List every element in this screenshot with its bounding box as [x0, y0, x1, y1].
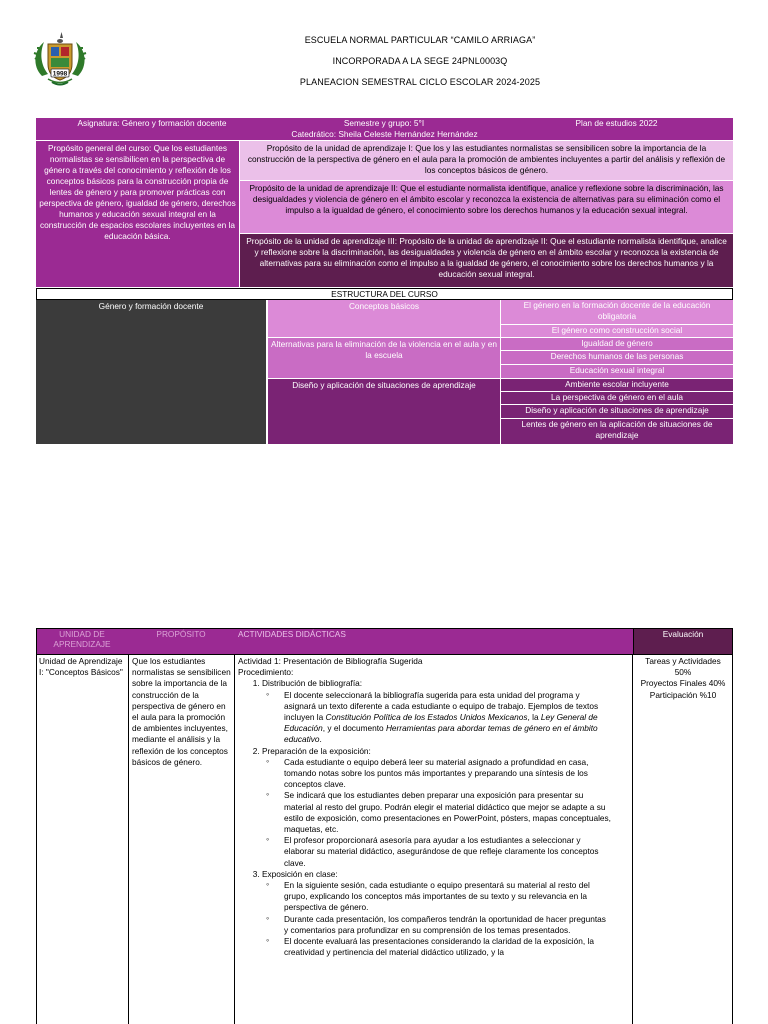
- step-bullet: ◦ En la siguiente sesión, cada estudiante o equipo presentará su material al resto del grupo, explicando los conceptos más importantes de su texto y su relevancia en la perspectiva de género.: [284, 880, 611, 914]
- study-plan-cell: Plan de estudios 2022: [575, 118, 658, 128]
- topic-cell: Lentes de género en la aplicación de situaciones de aprendizaje: [501, 419, 733, 444]
- step-bullet: ◦ El docente evaluará las presentaciones considerando la claridad de la exposición, la creatividad y pertinencia del material didáctico utilizado, y la: [284, 936, 611, 958]
- evaluation-item: Proyectos Finales 40%: [640, 678, 726, 689]
- procedure-label: Procedimiento:: [238, 667, 294, 678]
- step-bullet: ◦ El docente seleccionará la bibliografía sugerida para esta unidad del programa y asignará un texto diferente a cada estudiante o equipo de trabajo. Ejemplos de textos incluyen la Constitución Política de los Estados Unidos Mexicanos, la Ley General de Educación, y el documento Herramientas para abordar temas de género en el ámbito educativo.: [284, 690, 611, 746]
- header-unit: UNIDAD DE APRENDIZAJE: [53, 629, 111, 649]
- step-bullet: ◦ Cada estudiante o equipo deberá leer su material asignado a profundidad en casa, tomando notas sobre los puntos más importantes y preparando una síntesis de los conceptos clave.: [284, 757, 611, 791]
- header-purpose: PROPÓSITO: [156, 629, 206, 639]
- step-item: [262, 746, 611, 869]
- step-bullet: ◦ El profesor proporcionará asesoría para ayudar a los estudiantes a seleccionar y elaborar su material didáctico, asegurándose de que refleje claramente los conceptos clave.: [284, 835, 611, 869]
- unit-column: [36, 655, 129, 1024]
- evaluation-item: Tareas y Actividades 50%: [645, 656, 721, 678]
- topic-cell: Diseño y aplicación de situaciones de aprendizaje: [501, 405, 733, 418]
- step-title: Exposición en clase:: [262, 868, 338, 879]
- unit-cell-3: Diseño y aplicación de situaciones de aprendizaje: [268, 379, 500, 444]
- purpose-column: [129, 655, 235, 1024]
- step-item: [262, 869, 611, 959]
- planning-title: PLANEACION SEMESTRAL CICLO ESCOLAR 2024-2025: [299, 77, 541, 87]
- topic-cell: El género en la formación docente de la educación obligatoria: [501, 300, 733, 324]
- topic-cell: Derechos humanos de las personas: [501, 351, 733, 364]
- school-incorporation: INCORPORADA A LA SEGE 24PNL0003Q: [332, 56, 508, 66]
- course-structure-title: ESTRUCTURA DEL CURSO: [36, 288, 733, 300]
- school-name: ESCUELA NORMAL PARTICULAR “CAMILO ARRIAGA”: [304, 35, 536, 45]
- topic-cell: La perspectiva de género en el aula: [501, 392, 733, 404]
- topic-cell: El género como construcción social: [501, 325, 733, 337]
- unit-cell-2: Alternativas para la eliminación de la violencia en el aula y en la escuela: [268, 338, 500, 378]
- unit-cell-1: Conceptos básicos: [268, 300, 500, 337]
- activity-title: Actividad 1: Presentación de Bibliografía Sugerida: [238, 656, 423, 666]
- subject-cell: Asignatura: Género y formación docente: [77, 118, 227, 128]
- unit3-purpose-cell: Propósito de la unidad de aprendizaje III: Propósito de la unidad de aprendizaje II: Que el estudiante normalista identifique, analice y reflexione sobre la discriminación, las desigualdades y violencia de género en el ámbito escolar y reconozca la existencia de alternativas para su eliminación como el impulso a la igualdad de género, el conocimiento sobre los derechos humanos y la educación sexual integral.: [240, 234, 733, 287]
- general-purpose-cell: Propósito general del curso: Que los estudiantes normalistas se sensibilicen en la perspectiva de género a través del conocimiento y reflexión de los conceptos básicos para la construcción propia de lentes de género y para promover prácticas con perspectiva de género, igualdad de género, derechos humanos y educación sexual integral en la construcción de espacios escolares incluyentes en la educación básica.: [36, 141, 239, 287]
- professor-cell: Catedrático: Sheila Celeste Hernández Hernández: [291, 129, 478, 139]
- evaluation-column: [633, 655, 733, 1024]
- semester-group-cell: Semestre y grupo: 5°I: [343, 118, 425, 128]
- step-item: [262, 678, 611, 745]
- header-activities: ACTIVIDADES DIDÁCTICAS: [238, 629, 346, 639]
- step-title: Preparación de la exposición:: [262, 745, 371, 756]
- school-crest-logo: [30, 30, 90, 92]
- unit-purpose: Que los estudiantes normalistas se sensibilicen sobre la importancia de la construcción de la perspectiva de género en el aula para la promoción de ambientes incluyentes, mediante el análisis y la reflexión de los conceptos básicos de género.: [132, 656, 231, 767]
- topic-cell: Educación sexual integral: [501, 365, 733, 378]
- course-name-cell: Género y formación docente: [36, 300, 267, 444]
- unit2-purpose-cell: Propósito de la unidad de aprendizaje II: Que el estudiante normalista identifique, analice y reflexione sobre la discriminación, las desigualdades y violencia de género en el ámbito escolar y reconozca la existencia de alternativas para su eliminación como el impulso a la igualdad de género, el conocimiento sobre los derechos humanos y la educación sexual integral.: [240, 181, 733, 233]
- unit-name: Unidad de Aprendizaje I: "Conceptos Básicos": [39, 656, 123, 678]
- evaluation-item: Participación %10: [649, 689, 717, 700]
- activities-column: [235, 655, 633, 1024]
- topic-cell: Igualdad de género: [501, 338, 733, 350]
- step-title: Distribución de bibliografía:: [262, 678, 363, 689]
- step-bullet: ◦ Se indicará que los estudiantes deben preparar una exposición para presentar su material al resto del grupo. Podrán elegir el material didáctico que mejor se adapte a su estilo de exposición, como presentaciones en PowerPoint, pósters, mapas conceptuales, maquetas, etc.: [284, 790, 611, 835]
- topic-cell: Ambiente escolar incluyente: [501, 379, 733, 391]
- unit1-purpose-cell: Propósito de la unidad de aprendizaje I: Que los y las estudiantes normalistas se sensibilicen sobre la importancia de la construcción de la perspectiva de género en el aula para la promoción de ambientes incluyentes a partir del análisis y reflexión de los conceptos básicos de género.: [240, 141, 733, 180]
- crest-year: 1998: [52, 70, 68, 78]
- header-evaluation: Evaluación: [633, 628, 733, 655]
- step-bullet: ◦ Durante cada presentación, los compañeros tendrán la oportunidad de hacer preguntas y comentarios para profundizar en su comprensión de los temas presentados.: [284, 914, 611, 936]
